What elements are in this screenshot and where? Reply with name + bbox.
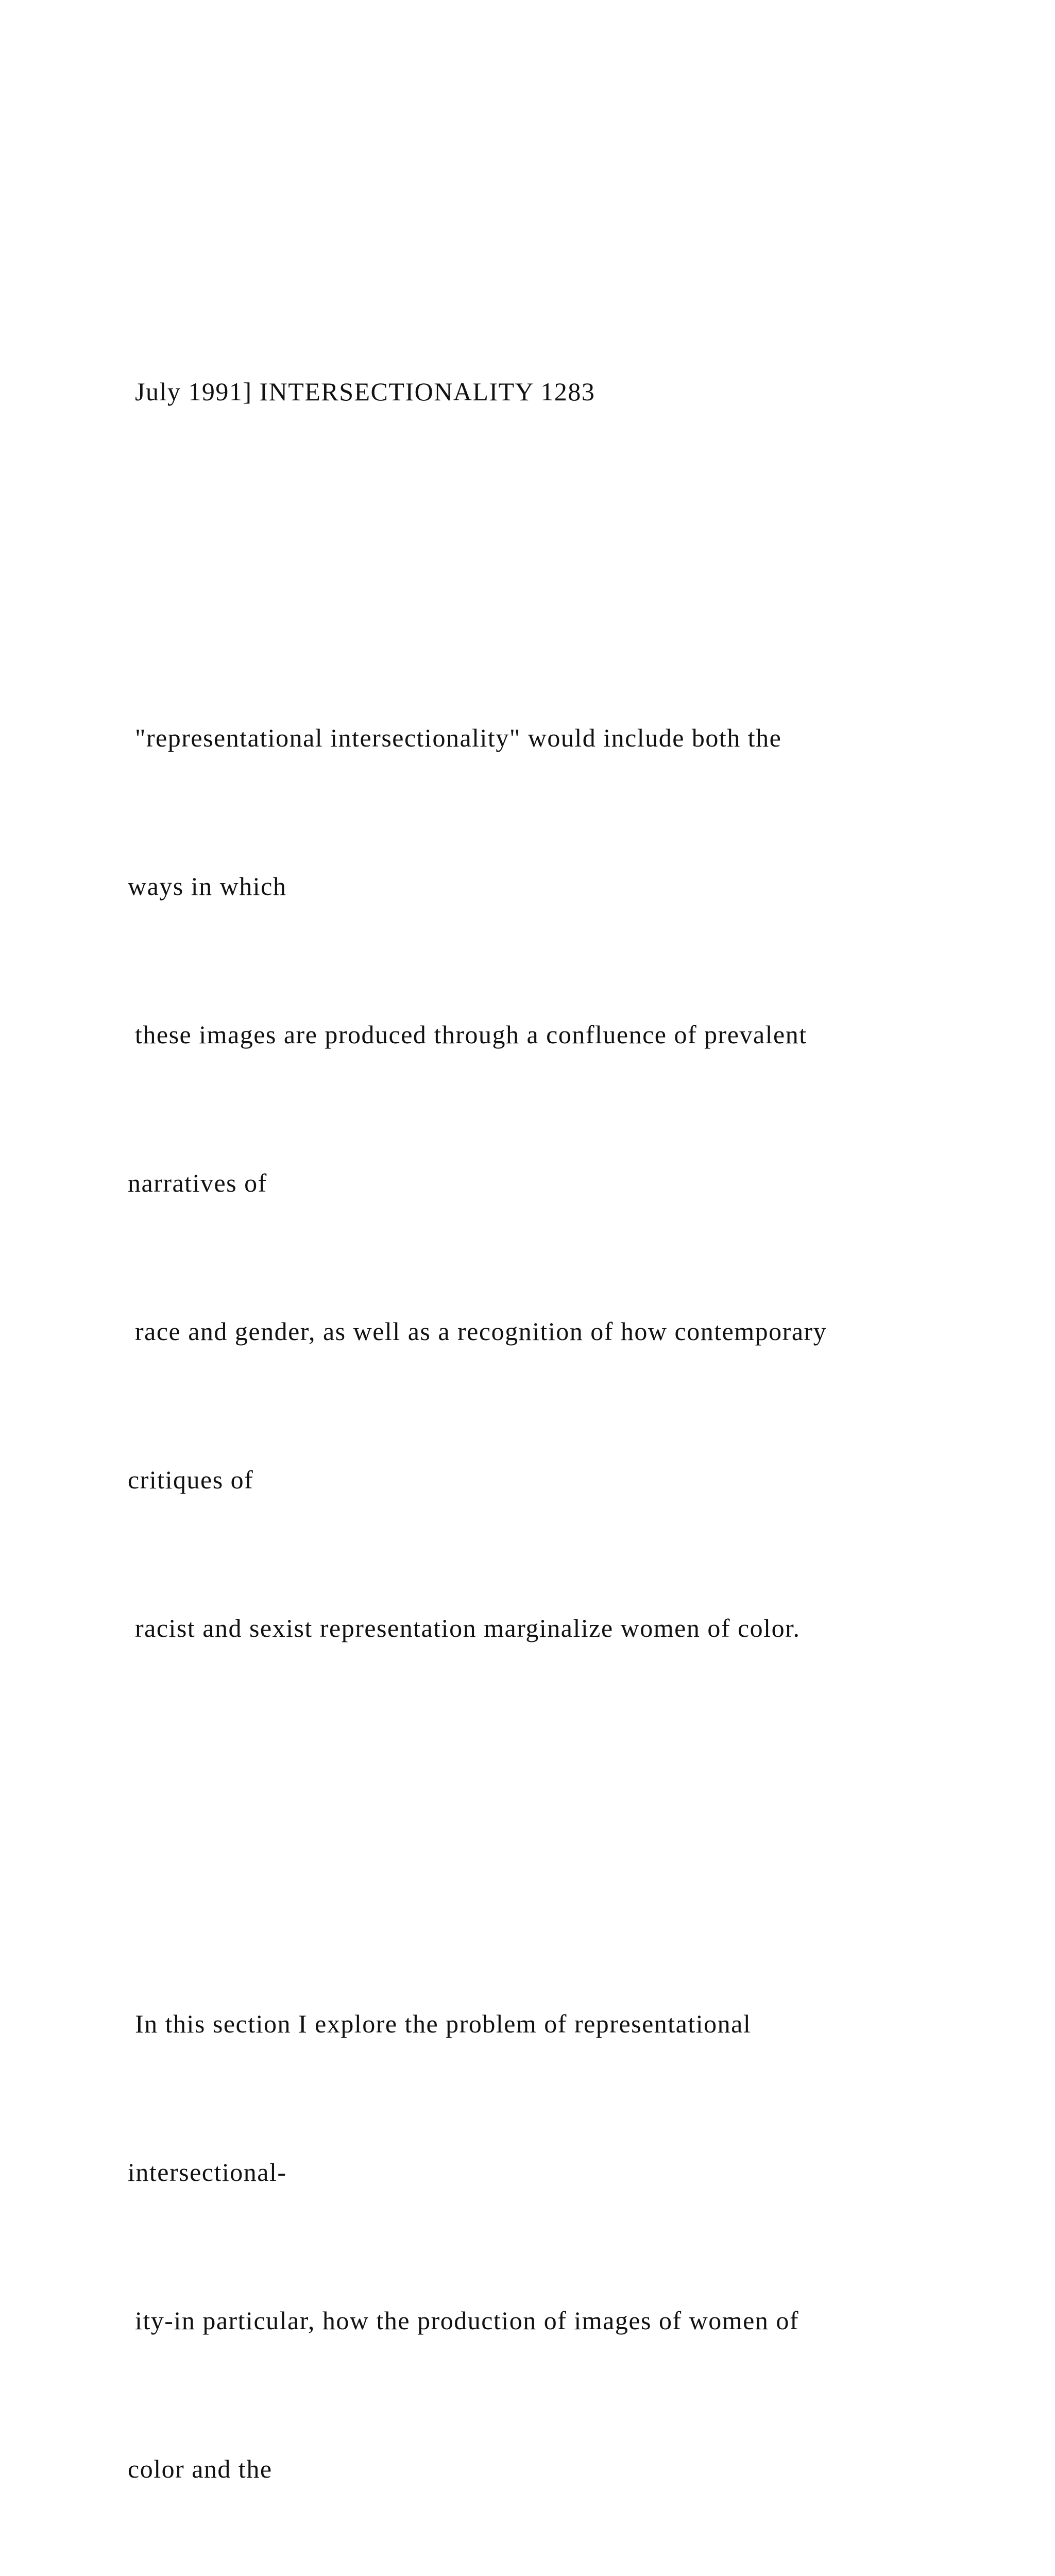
document-text [128,268,1003,2576]
paragraph-1-line-1: "representational intersectionality" would include both the [128,723,782,752]
paragraph-1-line-3: these images are produced through a confluence of prevalent [128,1020,807,1049]
paragraph-1-line-5: race and gender, as well as a recognition of how contemporary [128,1317,827,1346]
paragraph-1-line-2: ways in which [128,872,287,901]
paragraph-2-line-2: intersectional- [128,2158,287,2187]
blank-line [128,1801,1003,1851]
paragraph-1-line-6: critiques of [128,1465,254,1494]
paragraph-2-line-3: ity-in particular, how the production of images of women of [128,2306,799,2335]
running-head: July 1991] INTERSECTIONALITY 1283 [128,377,595,406]
paragraph-1-line-4: narratives of [128,1168,267,1197]
paragraph-2-line-1: In this section I explore the problem of representational [128,2009,752,2038]
paragraph-1-line-7: racist and sexist representation marginalize women of color. [128,1614,801,1642]
paragraph-2-line-4: color and the [128,2454,273,2483]
blank-line [128,515,1003,565]
